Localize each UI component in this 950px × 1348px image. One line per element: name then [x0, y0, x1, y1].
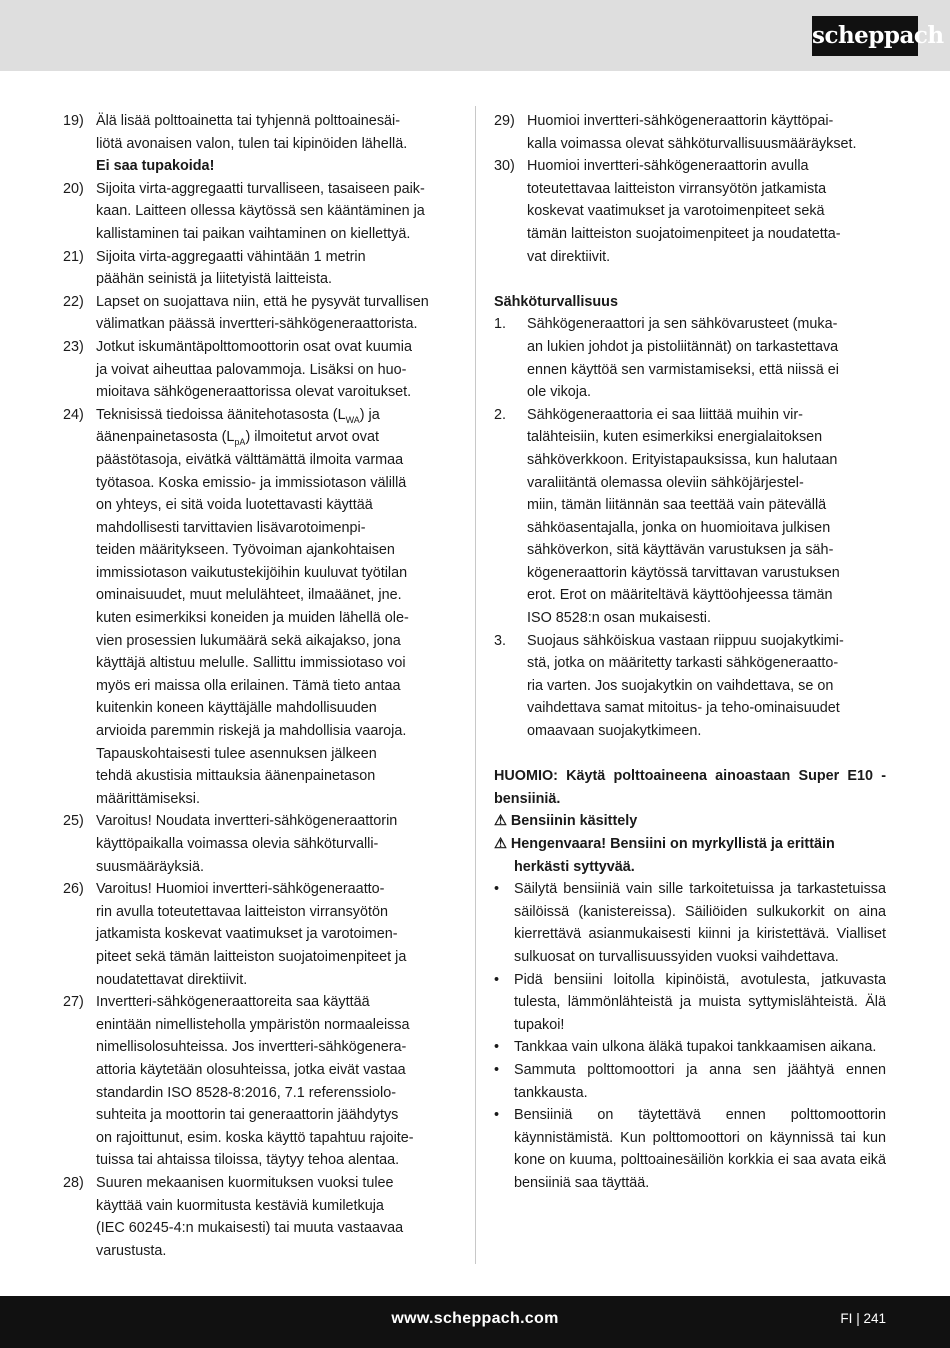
text-line: Älä lisää polttoainetta tai tyhjennä polttoainesäi-	[96, 113, 401, 129]
text-line: tämän laitteiston suojatoimenpiteet ja noudatetta-	[527, 225, 841, 242]
text-line: määrittämiseksi.	[96, 790, 200, 807]
list-item	[63, 291, 458, 336]
text-fragment: Teknisissä tiedoissa äänitehotasosta (L	[96, 406, 346, 423]
fuel-handling-title-text: Bensiinin käsittely	[510, 813, 638, 830]
text-line: Jotkut iskumäntäpolttomoottorin osat ovat kuumia	[96, 338, 412, 355]
text-line: teiden määritykseen. Työvoiman ajankohtaisen	[96, 542, 395, 559]
item-number: 21)	[63, 248, 84, 265]
text-line: käyttää vain kuormitusta kestäviä kumiletkuja	[96, 1197, 384, 1214]
hazard-warning	[494, 833, 886, 878]
separator: |	[856, 1311, 860, 1326]
text-line: sähköverkkoon. Erityistapauksissa, kun halutaan	[527, 451, 838, 468]
text-line: ennen käyttöä sen varmistamiseksi, että niissä ei	[527, 361, 839, 378]
item-number: 20)	[63, 180, 84, 197]
list-item	[63, 110, 458, 178]
text-line: ria varten. Jos suojakytkin on vaihdettava, se on	[527, 677, 834, 694]
text-line: noudatettavat direktiivit.	[96, 971, 248, 988]
bullet-item	[494, 1059, 886, 1104]
text-line: piteet sekä tämän laitteiston suojatoimenpiteet ja	[96, 948, 407, 965]
bullet-icon: •	[494, 971, 500, 988]
text-line: Suojaus sähköiskua vastaan riippuu suojakytkimi-	[527, 632, 844, 649]
list-item	[63, 178, 458, 246]
list-item	[494, 404, 886, 630]
text-line: an lukien johdot ja pistoliitännät) on tarkastettava	[527, 338, 839, 355]
text-line: Huomioi invertteri-sähkögeneraattorin avulla	[527, 158, 809, 175]
text-line: Sähkögeneraattori ja sen sähkövarusteet (muka-	[527, 316, 838, 333]
warning-icon: ⚠	[494, 836, 507, 852]
text-line: immissiotason vaikutustekijöihin kuuluvat työtilan	[96, 564, 408, 581]
text-line: Sijoita virta-aggregaatti turvalliseen, tasaiseen paik-	[96, 180, 425, 197]
bullet-text: Säilytä bensiiniä vain sille tarkoitetuissa ja tarkastetuissa säilöissä (kanistereissa). Säiliöiden sulkukorkit on aina kierrettävä asianmukaisesti kiinni ja kiristettävä. Vialliset sulkuosat on turvallisuussyiden vuoksi vaihdettava.	[514, 881, 886, 965]
text-line: stä, jotka on määritetty tarkasti sähkögeneraatto-	[527, 655, 839, 672]
text-line: Sähkögeneraattoria ei saa liittää muihin vir-	[527, 406, 803, 423]
text-line: Lapset on suojattava niin, että he pysyvät turvallisen	[96, 293, 429, 310]
item-number: 24)	[63, 406, 84, 423]
text-line: Suuren mekaanisen kuormituksen vuoksi tulee	[96, 1174, 394, 1191]
text-line: on rajoittunut, esim. koska käyttö tapahtuu rajoite-	[96, 1129, 414, 1146]
hazard-text: Hengenvaara! Bensiini on myrkyllistä ja erittäin	[510, 836, 835, 852]
list-item	[63, 878, 458, 991]
page-number	[840, 1296, 886, 1342]
text-line: ISO 8528:n osan mukaisesti.	[527, 610, 711, 627]
item-number: 30)	[494, 158, 515, 175]
text-line: Varoitus! Huomioi invertteri-sähkögeneraatto-	[96, 881, 385, 898]
text-line: Huomioi invertteri-sähkögeneraattorin käyttöpai-	[527, 113, 834, 129]
list-item	[494, 313, 886, 403]
scheppach-logo: scheppach	[812, 16, 918, 56]
text-line: kallistaminen tai paikan vaihtaminen on kiellettyä.	[96, 225, 411, 242]
text-line: liötä avonaisen valon, tulen tai kipinöiden lähellä.	[96, 135, 408, 152]
list-item	[494, 630, 886, 743]
section-heading-electrical-safety: Sähköturvallisuus	[494, 293, 618, 310]
right-column	[494, 110, 886, 1195]
text-line: ominaisuudet, muut melulähteet, ilmaäänet, jne.	[96, 587, 402, 604]
subscript: pA	[234, 437, 246, 448]
website-link[interactable]: www.scheppach.com	[391, 1310, 559, 1327]
text-line: päästötasoja, eivätkä välttämättä ilmoita varmaa	[96, 451, 404, 468]
list-item	[63, 336, 458, 404]
bullet-text: Pidä bensiini loitolla kipinöistä, avotulesta, jatkuvasta tulesta, lämmönlähteistä ja muista syttymislähteistä. Älä tupakoi!	[514, 971, 886, 1033]
text-line: varaliitäntä olemassa oleviin sähköjärjestel-	[527, 474, 804, 491]
bullet-icon: •	[494, 881, 500, 898]
text-line: sähköasentajalla, jonka on huomioitava julkisen	[527, 519, 831, 536]
text-line: mahdollisesti tarvittavien lisävarotoimenpi-	[96, 519, 366, 536]
bullet-text: Tankkaa vain ulkona äläkä tupakoi tankkaamisen aikana.	[514, 1039, 877, 1056]
list-item	[494, 155, 886, 268]
text-line: erot. Erot on määriteltävä käyttöohjeessa tämän	[527, 587, 833, 604]
text-line: vien prosessien lukumäärä sekä aikajakso, jona	[96, 632, 401, 649]
text-line: arvioida paremmin riskejä ja mahdollisia vaaroja.	[96, 723, 407, 740]
text-line: kuitenkin koneen käyttäjälle mahdollisuuden	[96, 700, 377, 717]
left-column	[63, 110, 458, 1262]
bullet-icon: •	[494, 1061, 500, 1078]
text-line: talähteisiin, kuten esimerkiksi energialaitoksen	[527, 429, 823, 446]
text-line: sähköverkon, sitä käyttävän varustuksen ja säh-	[527, 542, 834, 559]
text-line: kaan. Laitteen ollessa käytössä sen kääntäminen ja	[96, 203, 425, 220]
text-line: päähän seinistä ja liitetyistä laitteista.	[96, 271, 332, 288]
hazard-text: herkästi syttyvää.	[514, 858, 635, 875]
text-line: tuissa tai ahtaissa tiloissa, täytyy tehoa alentaa.	[96, 1152, 400, 1169]
bullet-text: Bensiiniä on täytettävä ennen polttomoottorin käynnistämistä. Kun polttomoottori on käynnissä tai kun kone on kuuma, polttoainesäiliön korkkia ei saa avata eikä bensiiniä saa täyttää.	[514, 1107, 886, 1191]
item-number: 23)	[63, 338, 84, 355]
text-line: vaihdettava samat mitoitus- ja teho-ominaisuudet	[527, 700, 840, 717]
text-line: Tapauskohtaisesti tulee asennuksen jälkeen	[96, 745, 377, 762]
text-line: Sijoita virta-aggregaatti vähintään 1 metrin	[96, 248, 366, 265]
bullet-item	[494, 878, 886, 968]
text-line: jatkamista koskevat vaatimukset ja varotoimen-	[96, 926, 398, 943]
text-line: välimatkan päässä invertteri-sähkögeneraattorista.	[96, 316, 418, 333]
item-number: 19)	[63, 113, 84, 129]
text-line: mioitava sähkögeneraattorissa olevat varoitukset.	[96, 384, 412, 401]
bullet-item	[494, 1036, 886, 1059]
bullet-text: Sammuta polttomoottori ja anna sen jäähtyä ennen tankkausta.	[514, 1061, 886, 1101]
text-line: suusmääräyksiä.	[96, 858, 204, 875]
fuel-handling-title	[494, 810, 886, 833]
text-line: vat direktiivit.	[527, 248, 611, 265]
text-line: kuten esimerkiksi koneiden ja muiden lähellä ole-	[96, 610, 409, 627]
text-line: (IEC 60245-4:n mukaisesti) tai muuta vastaavaa	[96, 1220, 404, 1237]
text-line: Varoitus! Noudata invertteri-sähkögeneraattorin	[96, 813, 398, 830]
text-line: omaavaan suojakytkimeen.	[527, 723, 702, 740]
bullet-item	[494, 1104, 886, 1194]
subscript: WA	[345, 414, 360, 425]
text-line	[96, 404, 458, 427]
text-line: Invertteri-sähkögeneraattoreita saa käyttää	[96, 994, 370, 1011]
item-number: 28)	[63, 1174, 84, 1191]
column-divider	[475, 106, 476, 1264]
text-line: miin, tämän liitännän saa teettää vain pätevällä	[527, 497, 827, 514]
text-fragment: ) ja	[359, 406, 380, 423]
item-number: 1.	[494, 316, 507, 333]
bullet-item	[494, 969, 886, 1037]
text-line: koskevat vaatimukset ja varotoimenpiteet sekä	[527, 203, 825, 220]
item-number: 26)	[63, 881, 84, 898]
list-item	[494, 110, 886, 155]
bullet-icon: •	[494, 1039, 500, 1056]
text-line	[96, 426, 458, 449]
text-line: myös eri maissa olla erilainen. Tämä tieto antaa	[96, 677, 401, 694]
text-line: rin avulla toteutettavaa laitteiston virransyötön	[96, 903, 388, 920]
language-code: FI	[840, 1311, 853, 1326]
text-line: käyttöpaikalla voimassa olevia sähköturvalli-	[96, 836, 379, 852]
list-item	[63, 1172, 458, 1262]
page-footer	[0, 1296, 950, 1348]
text-line: varustusta.	[96, 1242, 167, 1259]
item-number: 25)	[63, 813, 84, 830]
warning-icon: ⚠	[494, 813, 507, 830]
item-number: 22)	[63, 293, 84, 310]
bold-text-line: Ei saa tupakoida!	[96, 158, 215, 175]
item-number: 3.	[494, 632, 507, 649]
text-fragment: äänenpainetasosta (L	[96, 429, 235, 446]
list-item	[63, 991, 458, 1172]
text-line: toteutettavaa laitteiston virransyötön jatkamista	[527, 180, 827, 197]
list-item	[63, 404, 458, 811]
text-line: kögeneraattorin käytössä tarvittavan varustuksen	[527, 564, 840, 581]
text-line: työtasoa. Koska emissio- ja immissiotason välillä	[96, 474, 407, 491]
text-line: ja voivat aiheuttaa palovammoja. Lisäksi on huo-	[96, 361, 407, 378]
page-header	[0, 0, 950, 71]
item-number: 27)	[63, 994, 84, 1011]
item-number: 29)	[494, 113, 515, 129]
page-number-value: 241	[863, 1311, 886, 1326]
text-line: ole vikoja.	[527, 384, 591, 401]
item-number: 2.	[494, 406, 507, 423]
text-line: on yhteys, ei sitä voida luotettavasti käyttää	[96, 497, 373, 514]
text-line: enintään nimellisteholla ympäristön normaaleissa	[96, 1016, 410, 1033]
text-line: attoria käytetään olosuhteissa, jotka eivät vastaa	[96, 1061, 406, 1078]
bullet-icon: •	[494, 1107, 500, 1124]
text-line: standardin ISO 8528-8:2016, 7.1 referenssiolo-	[96, 1084, 396, 1101]
text-line: suhteita ja moottorin tai generaattorin jäähdytys	[96, 1107, 399, 1124]
text-fragment: ) ilmoitetut arvot ovat	[245, 429, 380, 446]
fuel-notice: HUOMIO: Käytä polttoaineena ainoastaan Super E10 -bensiiniä.	[494, 768, 886, 807]
text-line: käyttäjä altistuu melulle. Sallittu immissiotaso voi	[96, 655, 406, 672]
list-item	[63, 246, 458, 291]
text-line: tehdä akustisia mittauksia äänenpainetason	[96, 768, 376, 785]
text-line: nimellisolosuhteissa. Jos invertteri-sähkögenera-	[96, 1039, 407, 1056]
list-item	[63, 810, 458, 878]
text-line: kalla voimassa olevat sähköturvallisuusmääräykset.	[527, 135, 857, 152]
